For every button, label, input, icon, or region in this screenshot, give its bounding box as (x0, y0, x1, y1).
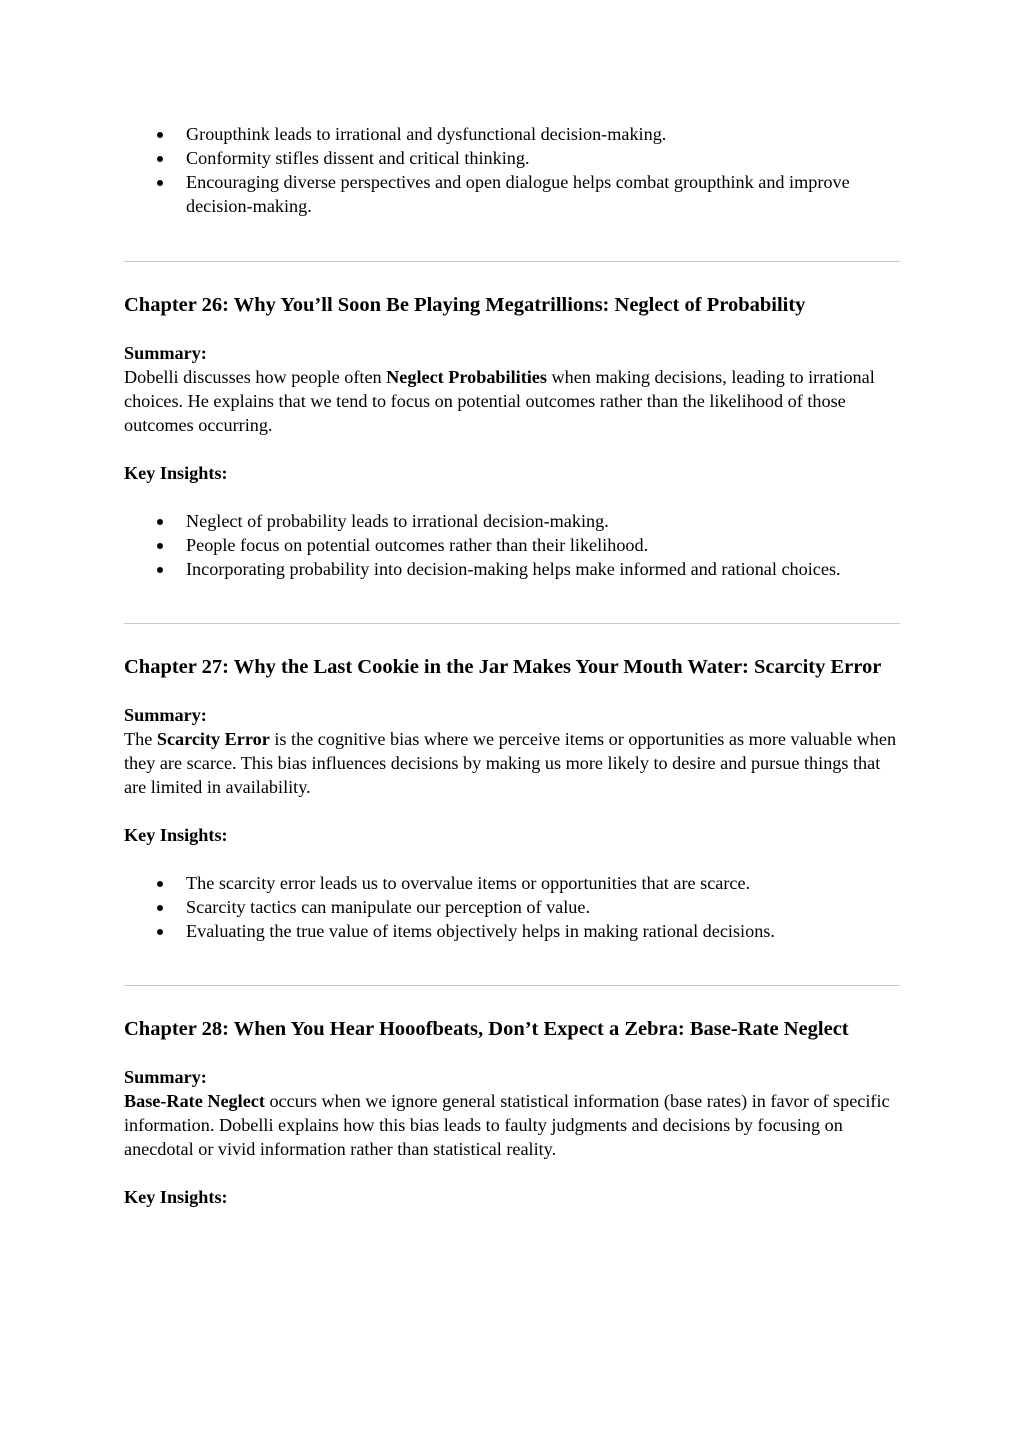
section-divider (124, 985, 900, 986)
summary-label: Summary: (124, 343, 207, 363)
bullet-icon (157, 543, 163, 549)
chapter-28-section (124, 1016, 900, 1209)
list-item (124, 509, 900, 533)
summary-text-post: occurs when we ignore general statistical information (base rates) in favor of specific information. Dobelli explains how this bias leads to faulty judgments and decisions by focusing on anecdotal or vivid information rather than statistical reality. (124, 1091, 890, 1159)
summary-text (124, 727, 900, 799)
list-item (124, 122, 900, 146)
list-item-text: The scarcity error leads us to overvalue items or opportunities that are scarce. (186, 873, 751, 893)
summary-text-post: is the cognitive bias where we perceive items or opportunities as more valuable when they are scarce. This bias influences decisions by making us more likely to desire and pursue things that are limited in availability. (124, 729, 897, 797)
key-insights-label: Key Insights: (124, 825, 228, 845)
chapter-title: Chapter 27: Why the Last Cookie in the Jar Makes Your Mouth Water: Scarcity Error (124, 656, 882, 678)
list-item (124, 170, 900, 218)
list-item-text: People focus on potential outcomes rather than their likelihood. (186, 535, 649, 555)
chapter-title: Chapter 26: Why You’ll Soon Be Playing Megatrillions: Neglect of Probability (124, 294, 806, 316)
document-page (124, 122, 900, 1209)
list-item-text: Encouraging diverse perspectives and open dialogue helps combat groupthink and improve decision-making. (186, 172, 850, 216)
key-insights-list (124, 509, 900, 581)
bullet-icon (157, 881, 163, 887)
summary-text (124, 1089, 900, 1161)
list-item (124, 919, 900, 943)
list-item-text: Neglect of probability leads to irrational decision-making. (186, 511, 609, 531)
bullet-icon (157, 180, 163, 186)
summary-text-pre: The (124, 729, 157, 749)
chapter-title: Chapter 28: When You Hear Hooofbeats, Don’t Expect a Zebra: Base-Rate Neglect (124, 1018, 849, 1040)
key-insights-label: Key Insights: (124, 463, 228, 483)
key-insights-list (124, 871, 900, 943)
list-item (124, 871, 900, 895)
chapter-26-section (124, 292, 900, 581)
list-item (124, 146, 900, 170)
list-item-text: Conformity stifles dissent and critical thinking. (186, 148, 530, 168)
bullet-icon (157, 519, 163, 525)
summary-emphasis: Neglect Probabilities (386, 367, 547, 387)
key-insights-label: Key Insights: (124, 1187, 228, 1207)
list-item (124, 533, 900, 557)
bullet-icon (157, 567, 163, 573)
section-divider (124, 623, 900, 624)
summary-text-pre: Dobelli discusses how people often (124, 367, 387, 387)
list-item-text: Evaluating the true value of items objectively helps in making rational decisions. (186, 921, 775, 941)
bullet-icon (157, 156, 163, 162)
bullet-icon (157, 905, 163, 911)
list-item (124, 895, 900, 919)
list-item-text: Incorporating probability into decision-making helps make informed and rational choices. (186, 559, 841, 579)
summary-emphasis: Scarcity Error (156, 729, 270, 749)
chapter-27-section (124, 654, 900, 943)
summary-text-post: when making decisions, leading to irrational choices. He explains that we tend to focus on potential outcomes rather than the likelihood of those outcomes occurring. (124, 367, 875, 435)
section-divider (124, 261, 900, 262)
list-item-text: Groupthink leads to irrational and dysfunctional decision-making. (186, 124, 667, 144)
bullet-icon (157, 929, 163, 935)
summary-text (124, 365, 900, 437)
bullet-icon (157, 132, 163, 138)
summary-emphasis: Base-Rate Neglect (124, 1091, 265, 1111)
intro-bullet-list (124, 122, 900, 218)
summary-label: Summary: (124, 1067, 207, 1087)
list-item (124, 557, 900, 581)
list-item-text: Scarcity tactics can manipulate our perception of value. (186, 897, 590, 917)
summary-label: Summary: (124, 705, 207, 725)
